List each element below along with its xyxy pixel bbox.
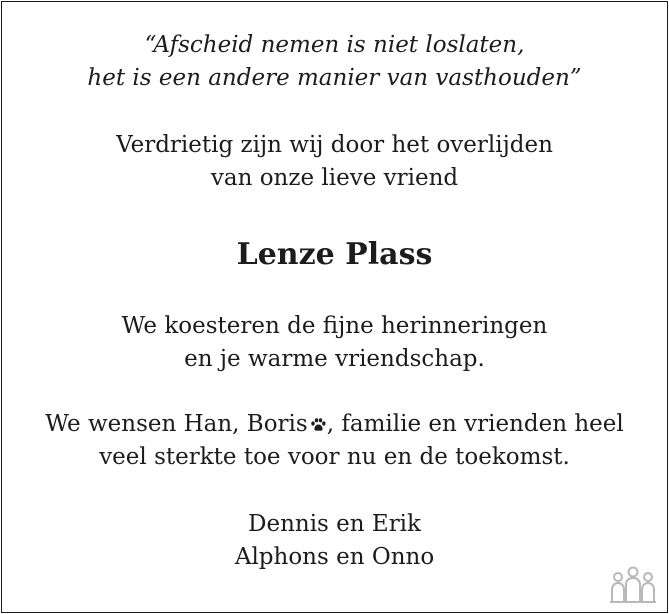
signature-line-2: Alphons en Onno xyxy=(234,544,435,570)
wish-line-1 xyxy=(2,413,667,436)
memory-line-2: en je warme vriendschap. xyxy=(184,346,485,372)
paw-print-icon xyxy=(310,418,326,432)
quote-line-2: het is een andere manier van vasthouden” xyxy=(87,65,582,91)
wish-line-1-after: , familie en vrienden heel xyxy=(326,411,624,437)
memory-line-1: We koesteren de fijne herinneringen xyxy=(121,313,548,339)
intro-line-1: Verdrietig zijn wij door het overlijden xyxy=(116,132,553,158)
wish-line-2: veel sterkte toe voor nu en de toekomst. xyxy=(99,444,570,470)
quote-line-1: “Afscheid nemen is niet loslaten, xyxy=(144,32,525,58)
deceased-name: Lenze Plass xyxy=(236,237,433,272)
wish-line-1-before: We wensen Han, Boris xyxy=(45,411,308,437)
intro-line-2: van onze lieve vriend xyxy=(210,165,459,191)
signature-line-1: Dennis en Erik xyxy=(248,511,421,537)
obituary-notice xyxy=(1,1,668,613)
people-group-logo-icon xyxy=(609,564,657,604)
